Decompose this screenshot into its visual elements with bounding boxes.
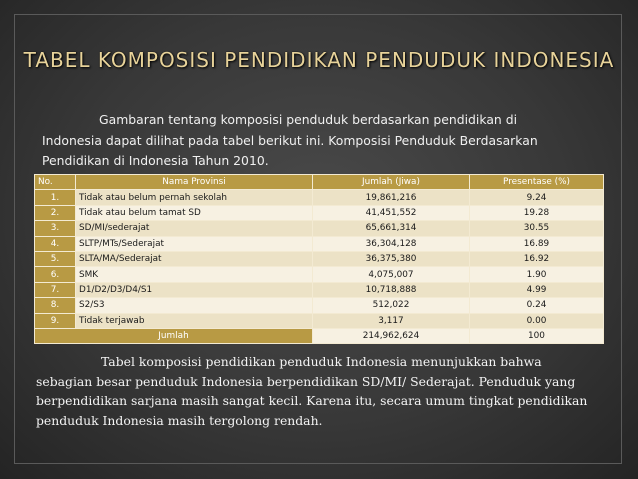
row-jumlah: 36,375,380 xyxy=(313,251,470,266)
intro-line-1: Gambaran tentang komposisi penduduk berdasarkan pendidikan di xyxy=(99,112,518,127)
row-name: SMK xyxy=(76,267,313,282)
table-header-row xyxy=(35,175,604,190)
row-jumlah: 19,861,216 xyxy=(313,190,470,205)
intro-paragraph xyxy=(42,110,602,172)
slide-title: TABEL KOMPOSISI PENDIDIKAN PENDUDUK INDONESIA xyxy=(23,48,615,72)
table-row xyxy=(35,205,604,220)
row-name: S2/S3 xyxy=(76,298,313,313)
row-jumlah: 4,075,007 xyxy=(313,267,470,282)
row-persen: 4.99 xyxy=(470,282,604,297)
row-name: Tidak atau belum tamat SD xyxy=(76,205,313,220)
row-persen: 1.90 xyxy=(470,267,604,282)
header-persen: Presentase (%) xyxy=(470,175,604,190)
row-persen: 19.28 xyxy=(470,205,604,220)
row-jumlah: 65,661,314 xyxy=(313,221,470,236)
row-persen: 0.00 xyxy=(470,313,604,328)
row-no: 3. xyxy=(35,221,76,236)
row-no: 6. xyxy=(35,267,76,282)
row-persen: 16.92 xyxy=(470,251,604,266)
row-jumlah: 10,718,888 xyxy=(313,282,470,297)
table-row xyxy=(35,298,604,313)
row-no: 2. xyxy=(35,205,76,220)
header-name: Nama Provinsi xyxy=(76,175,313,190)
row-name: D1/D2/D3/D4/S1 xyxy=(76,282,313,297)
table-row xyxy=(35,267,604,282)
row-persen: 0.24 xyxy=(470,298,604,313)
row-no: 9. xyxy=(35,313,76,328)
table-row xyxy=(35,221,604,236)
table-row xyxy=(35,251,604,266)
table-row xyxy=(35,282,604,297)
row-name: SLTP/MTs/Sederajat xyxy=(76,236,313,251)
total-label: Jumlah xyxy=(35,328,313,343)
row-jumlah: 36,304,128 xyxy=(313,236,470,251)
row-persen: 9.24 xyxy=(470,190,604,205)
table-row xyxy=(35,236,604,251)
row-no: 8. xyxy=(35,298,76,313)
row-name: SD/MI/sederajat xyxy=(76,221,313,236)
education-table xyxy=(34,174,604,344)
row-name: Tidak terjawab xyxy=(76,313,313,328)
outro-line-1: Tabel komposisi pendidikan penduduk Indonesia menunjukkan bahwa xyxy=(101,354,542,369)
row-jumlah: 3,117 xyxy=(313,313,470,328)
table-row xyxy=(35,313,604,328)
outro-line-4: penduduk Indonesia masih tergolong rendah. xyxy=(36,412,323,428)
row-no: 5. xyxy=(35,251,76,266)
outro-line-3: berpendidikan sarjana masih sangat kecil. Karena itu, secara umum tingkat pendidikan xyxy=(36,393,588,408)
row-name: Tidak atau belum pernah sekolah xyxy=(76,190,313,205)
row-persen: 16.89 xyxy=(470,236,604,251)
row-no: 4. xyxy=(35,236,76,251)
row-persen: 30.55 xyxy=(470,221,604,236)
conclusion-paragraph xyxy=(36,352,606,430)
table-row xyxy=(35,190,604,205)
table-total-row xyxy=(35,328,604,343)
row-jumlah: 41,451,552 xyxy=(313,205,470,220)
intro-line-2: Indonesia dapat dilihat pada tabel berikut ini. Komposisi Penduduk Berdasarkan xyxy=(42,132,538,148)
header-no: No. xyxy=(35,175,76,190)
total-jumlah: 214,962,624 xyxy=(313,328,470,343)
row-jumlah: 512,022 xyxy=(313,298,470,313)
row-name: SLTA/MA/Sederajat xyxy=(76,251,313,266)
total-persen: 100 xyxy=(470,328,604,343)
row-no: 1. xyxy=(35,190,76,205)
row-no: 7. xyxy=(35,282,76,297)
header-jumlah: Jumlah (Jiwa) xyxy=(313,175,470,190)
intro-line-3: Pendidikan di Indonesia Tahun 2010. xyxy=(42,153,269,168)
outro-line-2: sebagian besar penduduk Indonesia berpendidikan SD/MI/ Sederajat. Penduduk yang xyxy=(36,373,576,389)
